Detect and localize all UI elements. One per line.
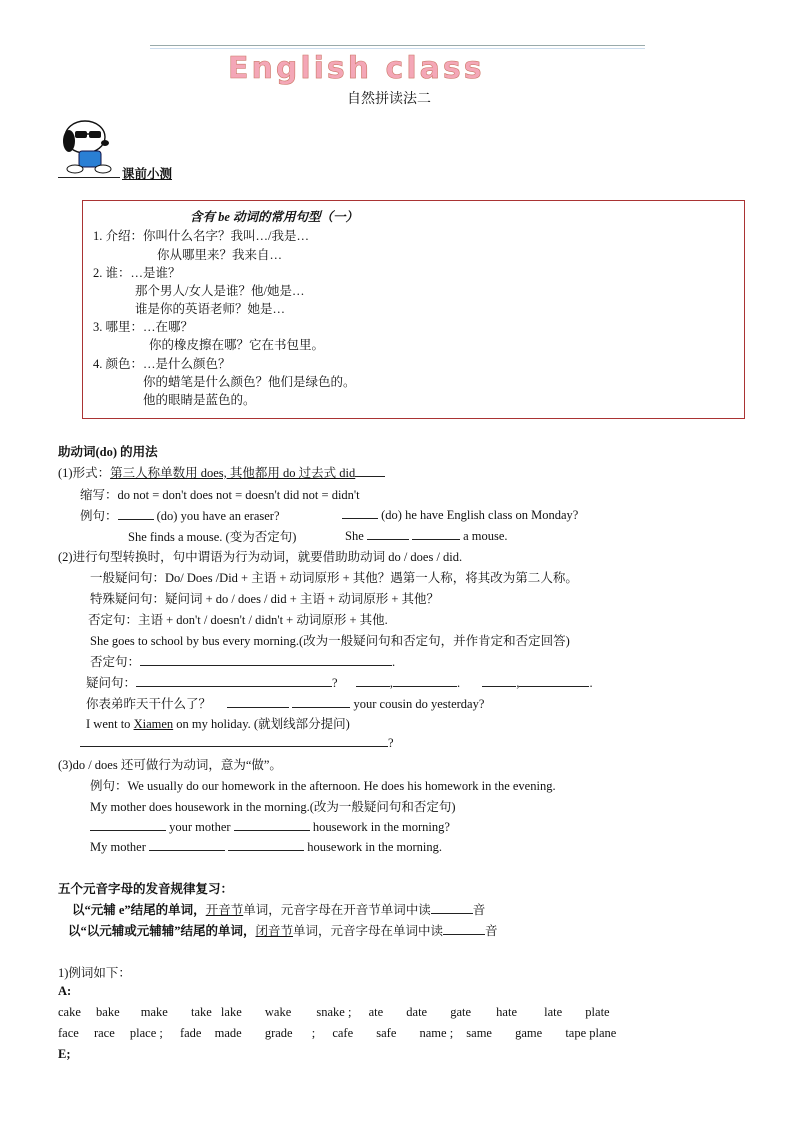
word: grade — [264, 1026, 293, 1040]
mother-n-end: housework in the morning. — [307, 840, 442, 854]
aux-form-line — [58, 463, 385, 481]
word: date — [406, 1005, 428, 1019]
answer-blank[interactable] — [140, 653, 392, 666]
rule2-end: 音 — [485, 924, 498, 938]
aux-form-text: 第三人称单数用 does, 其他都用 do 过去式 did — [110, 466, 356, 480]
general-question: 一般疑问句：Do/ Does /Did + 主语 + 动词原形 + 其他？遇第一人称，将其改为第二人称。 — [90, 571, 578, 585]
aux-part3: (3)do / does 还可做行为动词，意为“做”。 — [58, 758, 282, 772]
aux-part2: (2)进行句型转换时，句中谓语为行为动词，就要借助助动词 do / does / did. — [58, 550, 463, 564]
answer-blank[interactable] — [393, 674, 457, 687]
word: ate — [368, 1005, 384, 1019]
box-line: 谁是你的英语老师？她是… — [135, 302, 286, 316]
aux-abbr: 缩写：do not = don't does not = doesn't did not = didn't — [80, 488, 360, 502]
word: bake — [96, 1005, 120, 1019]
word: make — [140, 1005, 168, 1019]
box-line: 那个男人/女人是谁？他/她是… — [135, 284, 305, 298]
mother-n-pre: My mother — [90, 840, 146, 854]
word: same — [466, 1026, 492, 1040]
examples-label: 1)例词如下： — [58, 966, 131, 980]
aux-example-1b — [342, 506, 578, 523]
box-line: 你的橡皮擦在哪？它在书包里。 — [149, 338, 325, 352]
answer-blank[interactable] — [356, 674, 390, 687]
pretest-label: 课前小测 — [122, 167, 173, 181]
blank[interactable] — [412, 527, 460, 540]
answer-blank[interactable] — [228, 838, 304, 851]
box-line: 2. 谁：…是谁？ — [93, 266, 181, 280]
answer-blank[interactable] — [227, 695, 289, 708]
svg-text:English class: English class — [228, 51, 485, 86]
word: ; — [311, 1026, 316, 1040]
rule1-post: 单词，元音字母在开音节单词中读 — [243, 903, 431, 917]
xiamen-line — [86, 714, 350, 732]
word: cafe — [332, 1026, 354, 1040]
answer-blank[interactable] — [149, 838, 225, 851]
word: fade — [179, 1026, 202, 1040]
cousin-cn: 你表弟昨天干什么了？ — [86, 697, 212, 711]
word: plate — [585, 1005, 610, 1019]
cousin-en: your cousin do yesterday? — [353, 697, 485, 711]
vowel-rule-2 — [68, 921, 498, 939]
rule1-end: 音 — [472, 903, 486, 917]
mother-question-line — [90, 818, 450, 835]
rule2-post: 单词，元音字母在单词中读 — [293, 924, 444, 938]
box-line: 你从哪里来？我来自… — [157, 248, 283, 262]
example-1b: (do) he have English class on Monday? — [381, 508, 579, 522]
blank[interactable] — [342, 506, 378, 519]
word: take — [190, 1005, 212, 1019]
aux-form-prefix: (1)形式： — [58, 466, 111, 480]
mother-negative-line — [90, 838, 442, 855]
rule1-underlined: 开音节 — [205, 903, 244, 917]
header-rule — [150, 45, 645, 46]
box-line: 3. 哪里：…在哪？ — [93, 320, 194, 334]
word: lake — [220, 1005, 242, 1019]
word: wake — [264, 1005, 292, 1019]
a-row-2 — [58, 1026, 616, 1041]
aux-example-1 — [80, 506, 280, 524]
answer-blank[interactable] — [80, 734, 388, 747]
blank[interactable] — [118, 507, 154, 520]
word: hate — [496, 1005, 517, 1019]
word: game — [515, 1026, 543, 1040]
box-title: 含有 be 动词的常用句型（一） — [190, 210, 359, 224]
xiamen-word: Xiamen — [133, 717, 174, 731]
q-label: 疑问句： — [86, 676, 137, 690]
e-label: E; — [58, 1047, 71, 1061]
rule2-underlined: 闭音节 — [255, 924, 294, 938]
special-question: 特殊疑问句：疑问词 + do / does / did + 主语 + 动词原形 + 其他？ — [90, 592, 440, 606]
cousin-line — [86, 694, 484, 712]
a-row-1 — [58, 1005, 610, 1020]
xiamen-answer-line: ? — [80, 734, 394, 751]
answer-blank[interactable] — [90, 818, 166, 831]
word: tape plane — [565, 1026, 617, 1040]
aux-example-3: 例句：We usually do our homework in the afternoon. He does his homework in the evening. — [90, 779, 556, 793]
word: face — [58, 1026, 79, 1040]
word: late — [544, 1005, 563, 1019]
blank[interactable] — [355, 464, 385, 477]
pretest-rule — [58, 177, 120, 178]
word: safe — [376, 1026, 397, 1040]
word: gate — [450, 1005, 472, 1019]
box-line: 1. 介绍：你叫什么名字？我叫…/我是… — [93, 229, 309, 243]
example-label: 例句： — [80, 509, 118, 523]
mother-sentence: My mother does housework in the morning.(改为一般疑问句和否定句) — [90, 800, 456, 814]
be-verb-box — [82, 200, 745, 419]
word: made — [214, 1026, 242, 1040]
word: place ; — [129, 1026, 163, 1040]
word: race — [93, 1026, 115, 1040]
box-line: 你的蜡笔是什么颜色？他们是绿色的。 — [143, 375, 356, 389]
answer-blank[interactable] — [234, 818, 310, 831]
box-line: 4. 颜色：…是什么颜色？ — [93, 357, 231, 371]
word: cake — [58, 1005, 81, 1019]
mother-q-end: housework in the morning? — [312, 820, 450, 834]
vowel-rule-1 — [72, 900, 485, 918]
rule1-pre: 以“元辅 e”结尾的单词， — [72, 903, 206, 917]
snoopy-mascot-icon — [55, 115, 125, 177]
she-goes-sentence: She goes to school by bus every morning.(改为一般疑问句和否定句，并作肯定和否定回答) — [90, 634, 570, 648]
negative-rule: 否定句：主语 + don't / doesn't / didn't + 动词原形 + 其他. — [88, 613, 388, 627]
question-answer-line: 疑问句： ? , . , . — [86, 676, 593, 690]
vowels-heading: 五个元音字母的发音规律复习： — [58, 882, 234, 896]
word: name ; — [419, 1026, 454, 1040]
rule2-pre: 以“以元辅或元辅辅”结尾的单词， — [68, 924, 256, 938]
answer-blank[interactable] — [482, 674, 516, 687]
example-2b-pre: She — [345, 529, 364, 543]
aux-heading: 助动词(do) 的用法 — [58, 445, 158, 459]
mother-q-text: your mother — [169, 820, 231, 834]
neg-label: 否定句： — [90, 655, 141, 669]
xiamen-pre: I went to — [86, 717, 134, 731]
answer-blank[interactable] — [136, 674, 332, 687]
box-line: 他的眼睛是蓝色的。 — [143, 393, 256, 407]
example-2a: She finds a mouse. (变为否定句) — [128, 530, 297, 544]
aux-example-2b — [345, 527, 508, 544]
xiamen-post: on my holiday. (就划线部分提问) — [173, 717, 350, 731]
answer-blank[interactable] — [292, 695, 350, 708]
a-label: A: — [58, 984, 72, 998]
page-subtitle: 自然拼读法二 — [347, 92, 431, 107]
blank[interactable] — [367, 527, 409, 540]
neg-answer-line: 否定句： . — [90, 655, 396, 669]
answer-blank[interactable] — [431, 901, 473, 914]
example-1a: (do) you have an eraser? — [156, 509, 280, 523]
word: snake ; — [316, 1005, 352, 1019]
english-class-logo — [228, 48, 568, 88]
answer-blank[interactable] — [519, 674, 589, 687]
example-2b-post: a mouse. — [463, 529, 508, 543]
answer-blank[interactable] — [443, 922, 485, 935]
